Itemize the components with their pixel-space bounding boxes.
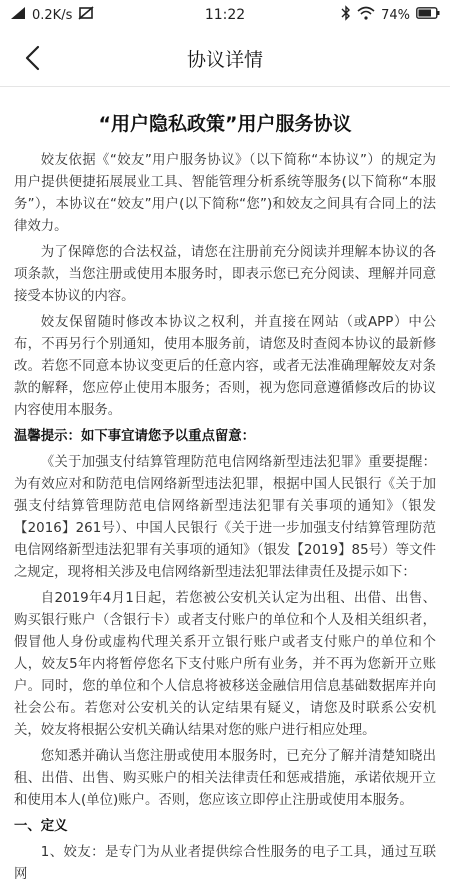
battery-icon <box>416 7 440 23</box>
wifi-icon <box>357 6 375 24</box>
chevron-left-icon <box>24 45 40 71</box>
paragraph-acknowledgement: 您知悉并确认当您注册或使用本服务时，已充分了解并清楚知晓出租、出借、出售、购买账户的相关法律责任和惩戒措施，承诺依规开立和使用本人(单位)账户。否则，您应该立即停止注册或使用本服务。 <box>14 749 436 808</box>
status-left <box>10 6 94 24</box>
notice-heading: 温馨提示：如下事宜请您予以重点留意： <box>14 429 256 444</box>
network-speed: 0.2K/s <box>32 7 73 23</box>
bluetooth-icon <box>341 5 351 25</box>
clock: 11:22 <box>204 7 246 23</box>
section-definitions-heading: 一、定义 <box>14 819 68 834</box>
paragraph-account-penalty: 自2019年4月1日起，若您被公安机关认定为出租、出借、出售、购买银行账户（含银行卡）或者支付账户的单位和个人及相关组织者，假冒他人身份或虚构代理关系开立银行账户或者支付账户的单位和个人，姣友5年内将暂停您名下支付账户所有业务，并不再为您新开立账户。同时，您的单位和个人信息将被移送金融信用信息基础数据库并向社会公布。若您对公安机关的认定结果有疑义，请您及时联系公安机关，姣友将根据公安机关确认结果对您的账户进行相应处理。 <box>14 591 436 738</box>
paragraph-definition-1: 1、姣友：是专门为从业者提供综合性服务的电子工具，通过互联网 <box>14 845 436 882</box>
paragraph-consent: 为了保障您的合法权益，请您在注册前充分阅读并理解本协议的各项条款，当您注册或使用本服务时，即表示您已充分阅读、理解并同意接受本协议的内容。 <box>14 245 436 304</box>
back-button[interactable] <box>14 40 50 76</box>
page-title: 协议详情 <box>186 48 263 71</box>
paragraph-regulation: 《关于加强支付结算管理防范电信网络新型违法犯罪》重要提醒：为有效应对和防范电信网络新型违法犯罪，根据中国人民银行《关于加强支付结算管理防范电信网络新型违法犯罪有关事项的通知》（银发【2016】261号）、中国人民银行《关于进一步加强支付结算管理防范电信网络新型违法犯罪有关事项的通知》（银发【2019】85号）等文件之规定，现将相关涉及电信网络新型违法犯罪法律责任及提示如下： <box>14 455 436 580</box>
paragraph-intro: 姣友依据《“姣友”用户服务协议》（以下简称“本协议”）的规定为用户提供便捷拓展展业工具、智能管理分析系统等服务(以下简称“本服务”），本协议在“姣友”用户(以下简称“您”)和姣友之间具有合同上的法律效力。 <box>14 153 436 234</box>
battery-level: 74% <box>381 7 410 23</box>
status-bar <box>0 0 450 30</box>
paragraph-modification: 姣友保留随时修改本协议之权利，并直接在网站（或APP）中公布，不再另行个别通知，使用本服务前，请您及时查阅本协议的最新修改。若您不同意本协议变更后的任意内容，或者无法准确理解姣友对条款的解释，您应停止使用本服务；否则，视为您同意遵循修改后的协议内容使用本服务。 <box>14 315 436 418</box>
agreement-content[interactable] <box>0 87 450 886</box>
nav-bar <box>0 30 450 87</box>
agreement-title: “用户隐私政策”用户服务协议 <box>98 113 352 135</box>
muted-notification-icon <box>78 6 94 24</box>
signal-icon <box>10 6 26 24</box>
status-right <box>341 5 440 25</box>
